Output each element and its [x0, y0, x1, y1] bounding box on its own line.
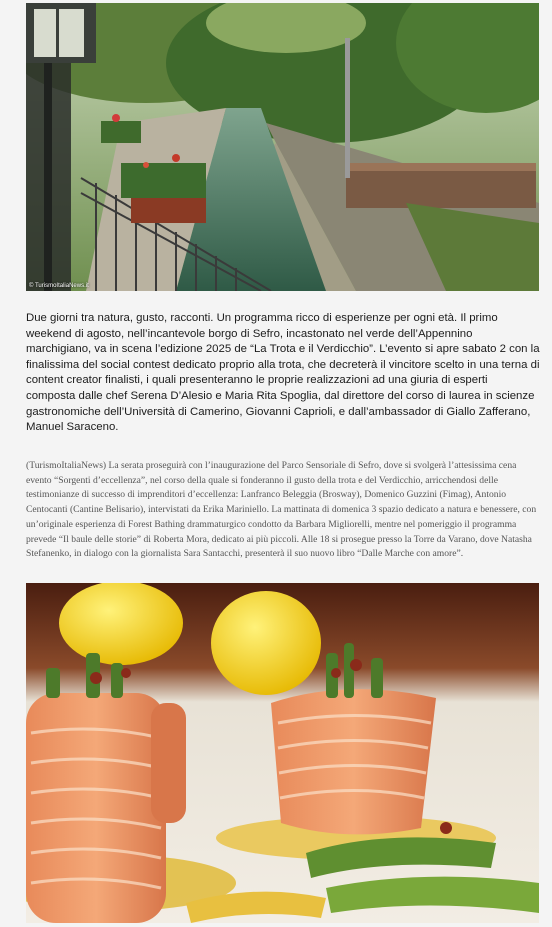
photo-watermark: © TurismoItaliaNews.it — [29, 283, 89, 289]
article-photo-sefro-canal — [26, 3, 539, 291]
body-paragraph: (TurismoItaliaNews) La serata proseguirà con l’inaugurazione del Parco Sensoriale di Sefro, dove si svolgerà l’attesissima cena evento “Sorgenti d’eccellenza”, nel corso della quale si fonderanno il gusto della trota e del Verdicchio, arricchendosi delle testimonianze di successo di imprenditori d’eccellenza: Lanfranco Beleggia (Brosway), Domenico Guzzini (Fimag), Antonio Centocanti (Cantine Belisario), intervistati da Erika Mariniello. La mattinata di domenica 3 spazio dedicato a natura e benessere, con un’originale esperienza di Forest Bathing drammaturgico condotto da Barbara Migliorelli, mentre nel pomeriggio il programma prevede “Il baule delle storie” di Roberta Mora, dedicato ai più piccoli. Alle 18 si prosegue presso la Torre da Varano, dove Natasha Stefanenko, in dialogo con la giornalista Sara Santacchi, presenterà il suo nuovo libro “Dalle Marche con amore”. — [26, 460, 537, 560]
article-photo-trout-dish — [26, 583, 539, 923]
trout-dish-illustration — [26, 583, 539, 923]
canal-illustration — [26, 3, 539, 291]
lead-paragraph: Due giorni tra natura, gusto, racconti. Un programma ricco di esperienze per ogni età. Il primo weekend di agosto, nell’incantevole borgo di Sefro, incastonato nel verde dell’Appennino marchigiano, va in scena l’edizione 2025 de “La Trota e il Verdicchio”. L’evento si apre sabato 2 con la finalissima del social contest dedicato proprio alla trota, che decreterà il vincitore scelto in una terna di content creator finalisti, i quali presenteranno le proprie realizzazioni ad una giuria di esperti composta dalle chef Serena D’Alesio e Maria Rita Spoglia, dal direttore del corso di laurea in scienze gastronomiche dell’Università di Camerino, Giovanni Caprioli, e dall’ambassador di Giallo Zafferano, Manuel Saraceno. — [26, 312, 540, 434]
